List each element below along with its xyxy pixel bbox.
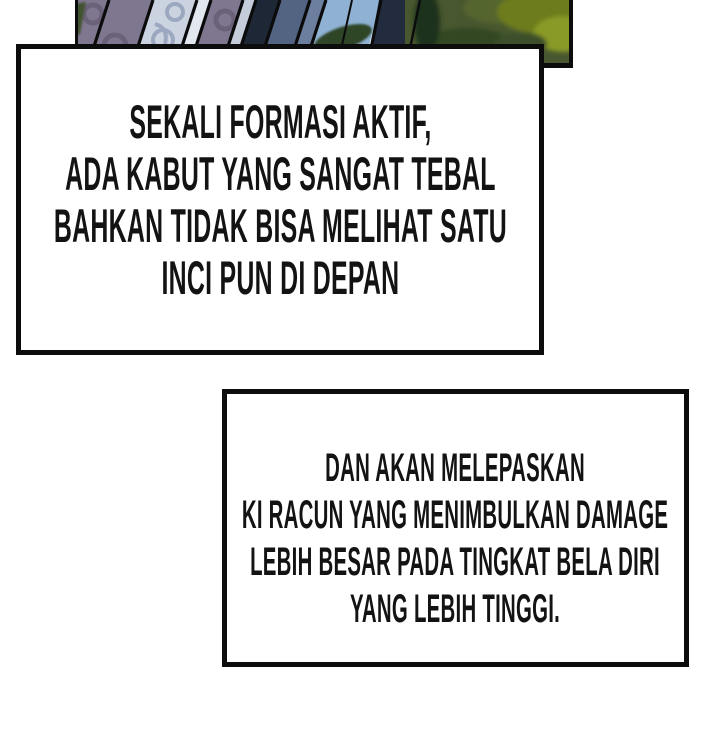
- caption-line: SEKALI FORMASI AKTIF,: [128, 94, 432, 148]
- caption-line: DAN AKAN MELEPASKAN: [325, 446, 586, 490]
- caption-box-poison: [222, 389, 689, 667]
- caption-text-block: [53, 96, 506, 304]
- caption-line: ADA KABUT YANG SANGAT TEBAL: [64, 146, 496, 200]
- caption-line: BAHKAN TIDAK BISA MELIHAT SATU: [53, 198, 507, 252]
- caption-text-block: [242, 445, 668, 633]
- caption-line: LEBIH BESAR PADA TINGKAT BELA DIRI: [250, 540, 661, 584]
- caption-box-formation: [16, 44, 544, 355]
- caption-line: INCI PUN DI DEPAN: [161, 250, 399, 304]
- caption-line: KI RACUN YANG MENIMBULKAN DAMAGE: [242, 493, 669, 537]
- caption-line: YANG LEBIH TINGGI.: [350, 587, 561, 631]
